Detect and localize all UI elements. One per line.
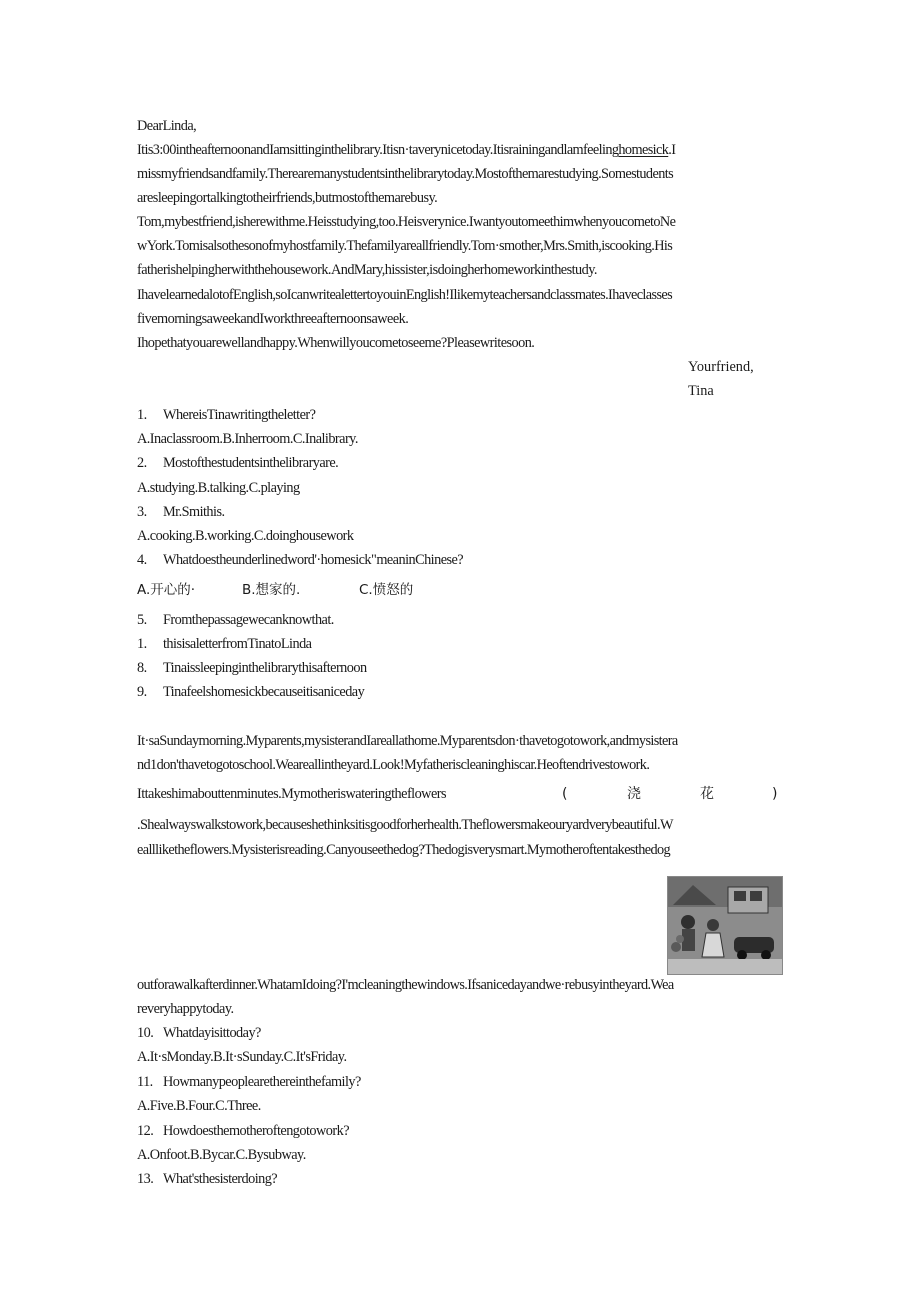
paren-close: ) xyxy=(772,786,778,802)
letter-text: Itis3:00intheafternoonandIamsittinginthelibrary.Itisn·taverynicetoday.Itisrainingandlamfeeling xyxy=(137,142,619,158)
chinese-gloss-char: 花 xyxy=(700,786,714,802)
question-item xyxy=(137,453,783,473)
question-number: 3. xyxy=(137,504,147,520)
option-c: C.愤怒的 xyxy=(359,582,414,598)
letter-line: IhavelearnedalotofEnglish,soIcanwritealettertoyouinEnglish!Ilikemyteachersandclassmates.Ihaveclasses xyxy=(137,287,673,303)
passage-line: outforawalkafterdinner.WhatamIdoing?I'mcleaningthewindows.Ifsanicedayandwe·rebusyintheyard.Wea xyxy=(137,977,674,993)
question-options: A.Inaclassroom.B.Inherroom.C.Inalibrary. xyxy=(137,431,358,447)
question-text: Whatdoestheunderlinedword'·homesick"meaninChinese? xyxy=(163,552,464,568)
underlined-word-homesick: homesick xyxy=(618,142,669,158)
question-options: A.It·sMonday.B.It·sSunday.C.It'sFriday. xyxy=(137,1049,347,1065)
letter-line: fivemorningsaweekandIworkthreeafternoonsaweek. xyxy=(137,311,409,327)
passage-line xyxy=(137,784,783,804)
option-b: B.想家的. xyxy=(242,582,301,598)
letter-text: .I xyxy=(668,142,676,158)
option-a: A.开心的· xyxy=(137,582,196,598)
statement-text: Tinafeelshomesickbecauseitisaniceday xyxy=(163,684,365,700)
question-number: 1. xyxy=(137,407,147,423)
letter-closing: Yourfriend, xyxy=(688,359,754,375)
question-item xyxy=(137,1121,783,1141)
question-number: 12. xyxy=(137,1123,154,1139)
question-item xyxy=(137,405,783,425)
question-text: Fromthepassagewecanknowthat. xyxy=(163,612,334,628)
letter-line: wYork.Tomisalsothesonofmyhostfamily.Thefamilyareallfriendly.Tom·smother,Mrs.Smith,iscooking.His xyxy=(137,238,673,254)
question-text: What'sthesisterdoing? xyxy=(163,1171,278,1187)
question-item xyxy=(137,610,783,630)
question-item xyxy=(137,1072,783,1092)
passage-line: eallliketheflowers.Mysisterisreading.Canyouseethedog?Thedogisverysmart.Mymotheroftentakesthedog xyxy=(137,842,671,858)
paren-open: ( xyxy=(562,786,568,802)
question-options: A.Onfoot.B.Bycar.C.Bysubway. xyxy=(137,1147,306,1163)
question-text: Mr.Smithis. xyxy=(163,504,225,520)
passage-line: It·saSundaymorning.Myparents,mysisterandIareallathome.Myparentsdon·thavetogotowork,andmysistera xyxy=(137,733,678,749)
question-number: 13. xyxy=(137,1171,154,1187)
question-text: Howdoesthemotheroftengotowork? xyxy=(163,1123,349,1139)
question-item xyxy=(137,1169,783,1189)
statement-number: 1. xyxy=(137,636,147,652)
family-yard-photo xyxy=(667,876,783,975)
passage-line: reveryhappytoday. xyxy=(137,1001,234,1017)
letter-line: Ihopethatyouarewellandhappy.Whenwillyoucometoseeme?Pleasewritesoon. xyxy=(137,335,535,351)
question-number: 11. xyxy=(137,1074,153,1090)
passage-text: Ittakeshimabouttenminutes.Mymotheriswateringtheflowers xyxy=(137,786,446,802)
passage-line: .Shealwayswalkstowork,becauseshethinksitisgoodforherhealth.Theflowersmakeouryardverybeautiful.W xyxy=(137,817,673,833)
question-text: Howmanypeoplearethereinthefamily? xyxy=(163,1074,361,1090)
passage-line: nd1don'thavetogotoschool.Weareallintheyard.Look!Myfatheriscleaninghiscar.Heoftendrivestowork. xyxy=(137,757,650,773)
letter-signature: Tina xyxy=(688,383,714,399)
statement-item xyxy=(137,682,783,702)
question-text: Mostofthestudentsinthelibraryare. xyxy=(163,455,339,471)
question-options-chinese xyxy=(137,580,783,600)
letter-line: fatherishelpingherwiththehousework.AndMary,hissister,isdoingherhomeworkinthestudy. xyxy=(137,262,597,278)
question-number: 10. xyxy=(137,1025,154,1041)
statement-text: Tinaissleepinginthelibrarythisafternoon xyxy=(163,660,367,676)
question-number: 5. xyxy=(137,612,147,628)
question-number: 2. xyxy=(137,455,147,471)
question-text: Whatdayisittoday? xyxy=(163,1025,261,1041)
question-options: A.studying.B.talking.C.playing xyxy=(137,480,300,496)
question-item xyxy=(137,550,783,570)
letter-line: aresleepingortalkingtotheirfriends,butmostofthemarebusy. xyxy=(137,190,438,206)
letter-salutation: DearLinda, xyxy=(137,118,197,134)
letter-line xyxy=(137,140,783,160)
question-item xyxy=(137,1023,783,1043)
statement-number: 9. xyxy=(137,684,147,700)
chinese-gloss-char: 浇 xyxy=(627,786,641,802)
statement-text: thisisaletterfromTinatoLinda xyxy=(163,636,312,652)
statement-item xyxy=(137,658,783,678)
question-text: WhereisTinawritingtheletter? xyxy=(163,407,316,423)
statement-item xyxy=(137,634,783,654)
question-number: 4. xyxy=(137,552,147,568)
question-options: A.cooking.B.working.C.doinghousework xyxy=(137,528,354,544)
photo-illustration-icon xyxy=(668,877,782,974)
letter-line: Tom,mybestfriend,isherewithme.Heisstudying,too.Heisverynice.IwantyoutomeethimwhenyoucometoNe xyxy=(137,214,676,230)
question-options: A.Five.B.Four.C.Three. xyxy=(137,1098,261,1114)
question-item xyxy=(137,502,783,522)
statement-number: 8. xyxy=(137,660,147,676)
letter-line: missmyfriendsandfamily.Therearemanystudentsinthelibrarytoday.Mostofthemarestudying.Somestudents xyxy=(137,166,674,182)
